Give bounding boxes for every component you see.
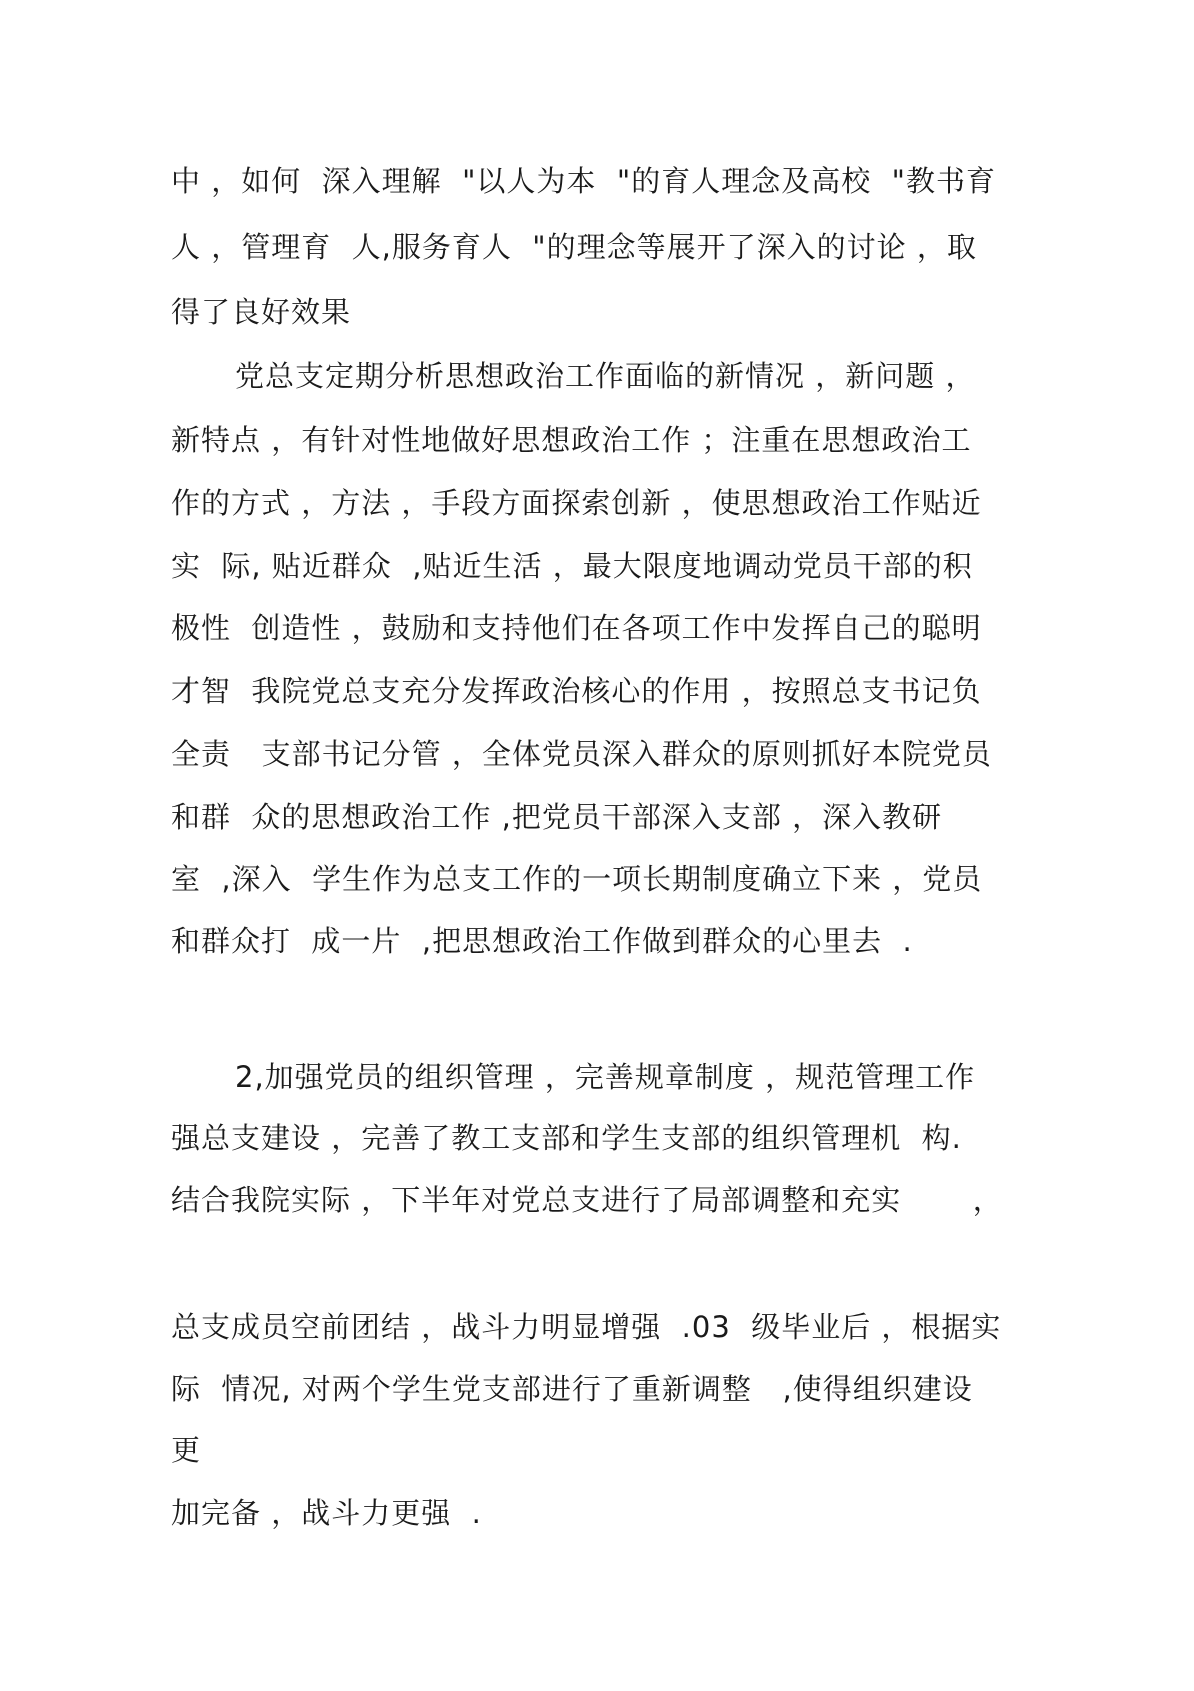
text-line: 中 ，如何 深入理解 "以人为本 "的育人理念及高校 "教书育	[171, 164, 996, 198]
text-line: 结合我院实际 ，下半年对党总支进行了局部调整和充实 ，	[171, 1183, 1003, 1217]
text-line: 加完备 ，战斗力更强 .	[171, 1496, 482, 1530]
text-line: 和群众打 成一片 ,把思想政治工作做到群众的心里去 .	[171, 924, 913, 958]
text-line: 际 情况, 对两个学生党支部进行了重新调整 ,使得组织建设	[171, 1372, 973, 1406]
text-line: 室 ,深入 学生作为总支工作的一项长期制度确立下来 ，党员	[171, 862, 983, 896]
text-line: 作的方式 ，方法 ，手段方面探索创新 ，使思想政治工作贴近	[171, 486, 982, 520]
text-line: 得了良好效果	[171, 295, 352, 329]
text-line: 和群 众的思想政治工作 ,把党员干部深入支部 ，深入教研	[171, 800, 943, 834]
text-line: 2,加强党员的组织管理 ，完善规章制度 ，规范管理工作	[235, 1060, 976, 1094]
text-line: 实 际, 贴近群众 ,贴近生活 ，最大限度地调动党员干部的积	[171, 549, 973, 583]
text-line: 极性 创造性 ，鼓励和支持他们在各项工作中发挥自己的聪明	[171, 611, 982, 645]
text-line: 人 ，管理育 人,服务育人 "的理念等展开了深入的讨论 ，取	[171, 230, 977, 264]
text-line: 新特点 ，有针对性地做好思想政治工作 ；注重在思想政治工	[171, 423, 972, 457]
text-line: 强总支建设 ，完善了教工支部和学生支部的组织管理机 构.	[171, 1121, 962, 1155]
text-line: 更	[171, 1433, 202, 1467]
text-line: 总支成员空前团结 ，战斗力明显增强 .03 级毕业后 ，根据实	[171, 1310, 1002, 1344]
text-line: 全责 支部书记分管 ，全体党员深入群众的原则抓好本院党员	[171, 737, 992, 771]
text-line: 才智 我院党总支充分发挥政治核心的作用 ，按照总支书记负	[171, 674, 982, 708]
text-line: 党总支定期分析思想政治工作面临的新情况 ，新问题 ，	[235, 359, 976, 393]
